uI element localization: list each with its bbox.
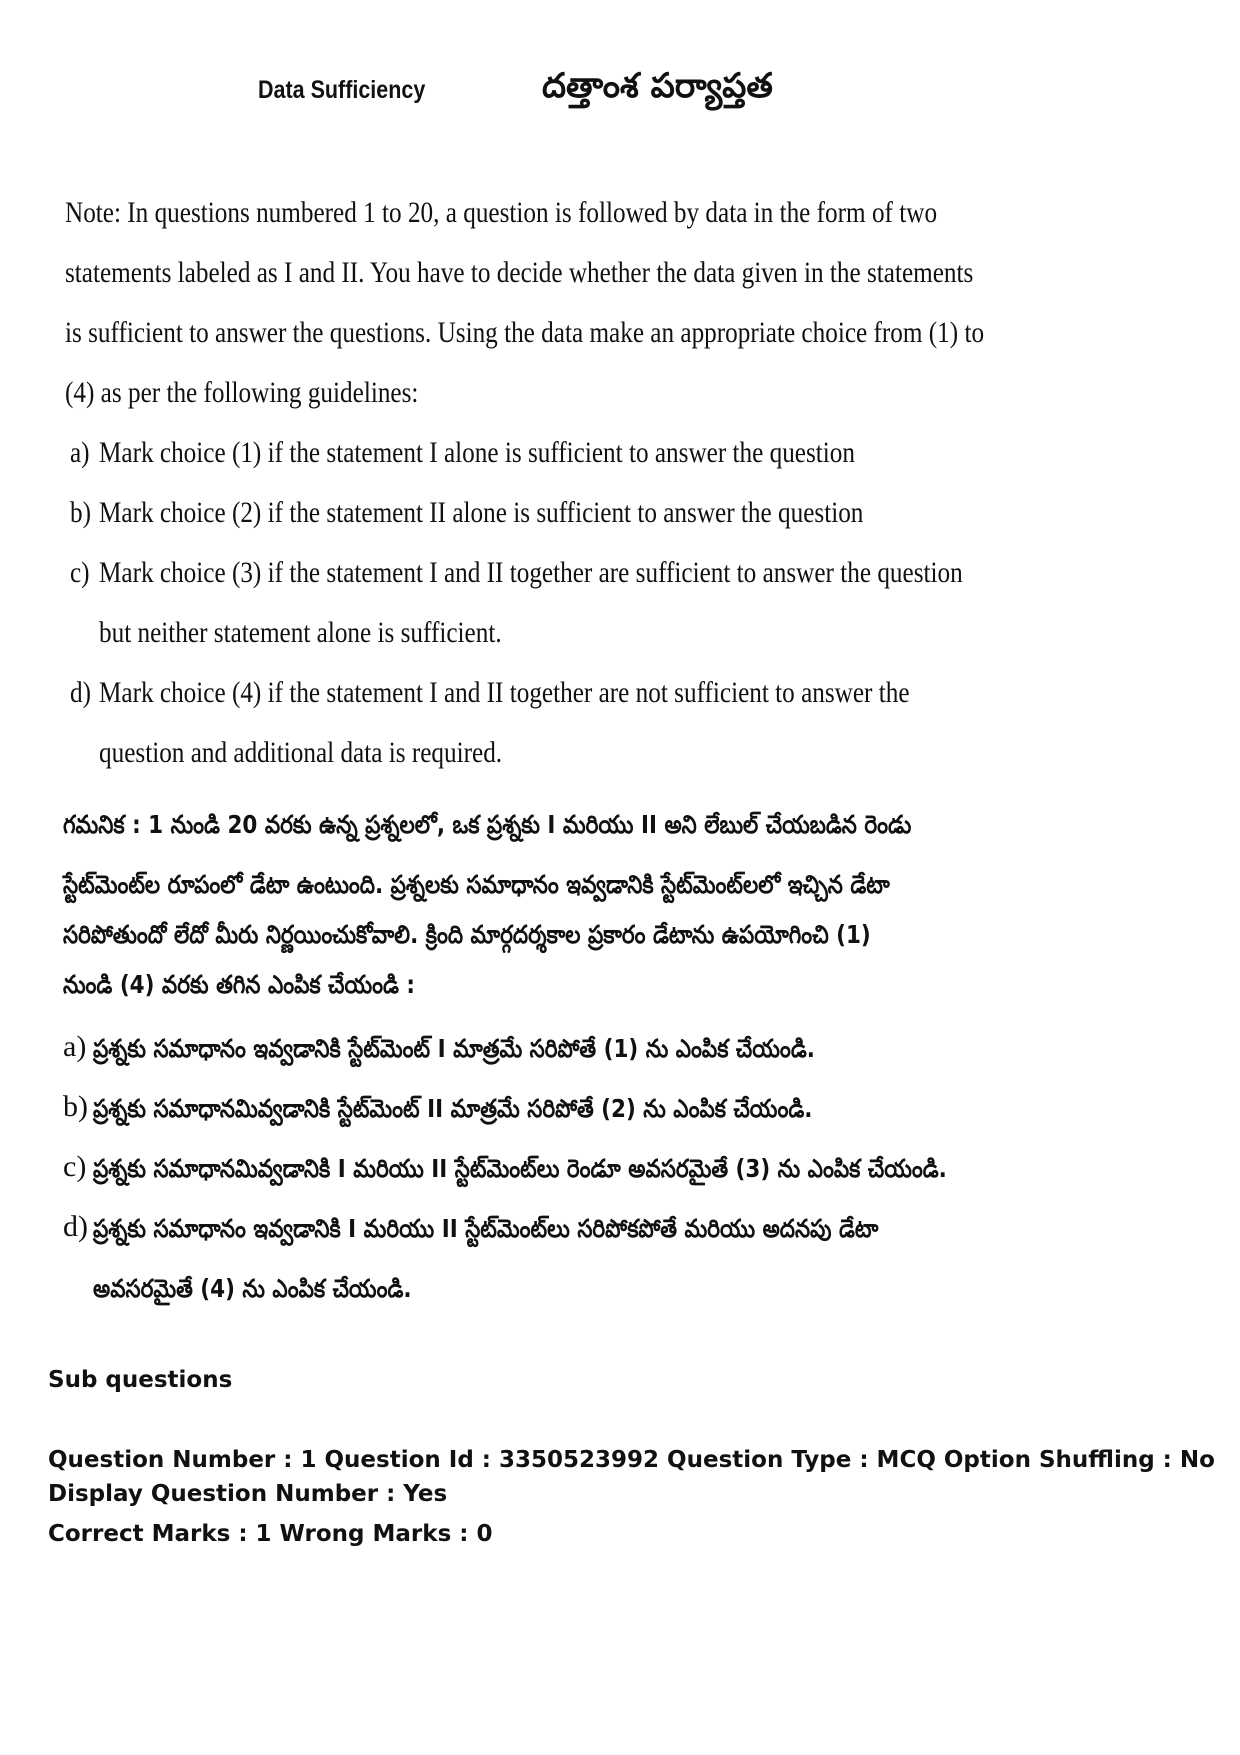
heading-telugu: దత్తాంశ పర్యాప్తత xyxy=(542,66,773,106)
note-en-line: is sufficient to answer the questions. Using the data make an appropriate choice from (1) to xyxy=(65,316,985,349)
note-en-line: statements labeled as I and II. You have to decide whether the data given in the statements xyxy=(65,256,974,289)
guideline-te-option-c: ప్రశ్నకు సమాధానమివ్వడానికి I మరియు II స్టేట్‌మెంట్‌లు రెండూ అవసరమైతే (3) ను ఎంపిక చేయండి. xyxy=(93,1154,947,1183)
option-marker: a) xyxy=(70,436,90,469)
note-en-line: Note: In questions numbered 1 to 20, a question is followed by data in the form of two xyxy=(65,196,938,229)
option-marker: d) xyxy=(63,1210,88,1243)
option-marker: c) xyxy=(63,1150,87,1183)
note-te-line: స్టేట్‌మెంట్‌ల రూపంలో డేటా ఉంటుంది. ప్రశ్నలకు సమాధానం ఇవ్వడానికి స్టేట్‌మెంట్‌లలో ఇచ్చిన డేటా xyxy=(63,870,890,899)
sub-questions-label: Sub questions xyxy=(48,1367,233,1393)
option-marker: b) xyxy=(70,496,91,529)
guideline-te-option-b: ప్రశ్నకు సమాధానమివ్వడానికి స్టేట్‌మెంట్ II మాత్రమే సరిపోతే (2) ను ఎంపిక చేయండి. xyxy=(93,1094,813,1123)
guideline-te-option-a: ప్రశ్నకు సమాధానం ఇవ్వడానికి స్టేట్‌మెంట్ I మాత్రమే సరిపోతే (1) ను ఎంపిక చేయండి. xyxy=(93,1034,815,1063)
note-en-line: (4) as per the following guidelines: xyxy=(65,376,419,409)
question-meta-line: Question Number : 1 Question Id : 3350523992 Question Type : MCQ Option Shuffling : No xyxy=(48,1447,1215,1473)
option-marker: c) xyxy=(70,556,90,589)
guideline-te-option-d-cont: అవసరమైతే (4) ను ఎంపిక చేయండి. xyxy=(93,1274,412,1303)
guideline-en-option-d: Mark choice (4) if the statement I and II together are not sufficient to answer the xyxy=(99,676,910,709)
option-marker: b) xyxy=(63,1090,88,1123)
guideline-te-option-d: ప్రశ్నకు సమాధానం ఇవ్వడానికి I మరియు II స్టేట్‌మెంట్‌లు సరిపోకపోతే మరియు అదనపు డేటా xyxy=(93,1214,879,1243)
guideline-en-option-c: Mark choice (3) if the statement I and II together are sufficient to answer the question xyxy=(99,556,963,589)
guideline-en-option-c-cont: but neither statement alone is sufficient. xyxy=(99,616,502,649)
heading-english: Data Sufficiency xyxy=(258,76,426,104)
marks-meta-line: Correct Marks : 1 Wrong Marks : 0 xyxy=(48,1521,493,1547)
note-te-line: గమనిక : 1 నుండి 20 వరకు ఉన్న ప్రశ్నలలో, ఒక ప్రశ్నకు I మరియు II అని లేబుల్ చేయబడిన రెండు xyxy=(63,810,912,839)
question-meta-line: Display Question Number : Yes xyxy=(48,1481,448,1507)
guideline-en-option-b: Mark choice (2) if the statement II alone is sufficient to answer the question xyxy=(99,496,864,529)
guideline-en-option-a: Mark choice (1) if the statement I alone is sufficient to answer the question xyxy=(99,436,855,469)
note-te-line: నుండి (4) వరకు తగిన ఎంపిక చేయండి : xyxy=(63,970,416,999)
option-marker: a) xyxy=(63,1030,87,1063)
option-marker: d) xyxy=(70,676,91,709)
note-te-line: సరిపోతుందో లేదో మీరు నిర్ణయించుకోవాలి. క్రింది మార్గదర్శకాల ప్రకారం డేటాను ఉపయోగించి (1) xyxy=(63,920,871,949)
guideline-en-option-d-cont: question and additional data is required. xyxy=(99,736,503,769)
